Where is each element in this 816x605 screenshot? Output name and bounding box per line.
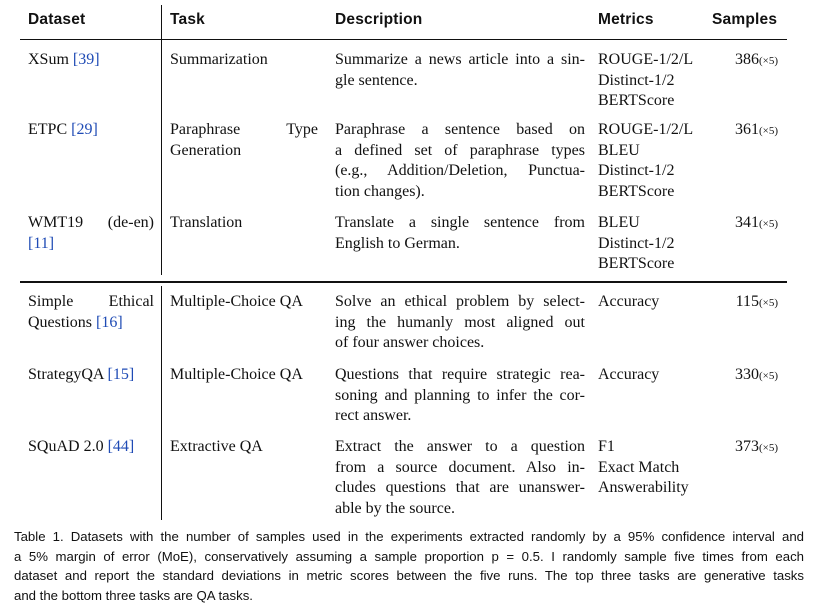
table-row-description: [335, 213, 585, 254]
metric-item: Distinct-1/2: [598, 71, 708, 92]
table-row-samples: [712, 365, 778, 387]
table-row-task: [170, 292, 320, 313]
table-row-samples: [712, 50, 778, 72]
description-line: cludes questions that are unanswer-: [335, 478, 585, 499]
description-line: Extract the answer to a question: [335, 437, 585, 458]
table-row-description: [335, 120, 585, 202]
table-row-dataset: [28, 120, 154, 141]
citation-link[interactable]: [11]: [28, 234, 154, 255]
table-row-metrics: [598, 292, 708, 313]
column-divider-top: [161, 5, 162, 275]
metric-item: Distinct-1/2: [598, 161, 708, 182]
table-row-task: [170, 213, 320, 234]
description-line: soning and planning to infer the cor-: [335, 386, 585, 407]
table-row-task: [170, 365, 320, 386]
metric-item: BERTScore: [598, 254, 708, 275]
metric-item: Exact Match: [598, 458, 708, 479]
dataset-name: Simple Ethical: [28, 292, 154, 313]
metric-item: Accuracy: [598, 292, 708, 313]
table-row-description: [335, 437, 585, 519]
metric-item: Distinct-1/2: [598, 234, 708, 255]
dataset-name: ETPC: [28, 121, 67, 138]
caption-line: and the bottom three tasks are QA tasks.: [14, 586, 804, 605]
header-metrics: Metrics: [598, 11, 654, 29]
dataset-name: WMT19 (de-en): [28, 213, 154, 234]
sample-count: 341: [735, 214, 759, 231]
description-line: Translate a single sentence from: [335, 213, 585, 234]
dataset-name: XSum: [28, 51, 69, 68]
sample-count: 373: [735, 438, 759, 455]
header-task: Task: [170, 11, 205, 29]
description-line: Summarize a news article into a sin-: [335, 50, 585, 71]
table-row-metrics: [598, 120, 708, 202]
task-text: Generation: [170, 141, 318, 162]
description-line: English to German.: [335, 234, 585, 255]
description-line: gle sentence.: [335, 71, 585, 92]
header-description: Description: [335, 11, 422, 29]
table-row-metrics: [598, 437, 708, 499]
citation-link[interactable]: [39]: [73, 51, 100, 68]
column-divider-bottom: [161, 286, 162, 520]
citation-link[interactable]: [16]: [96, 314, 123, 331]
table-row-dataset: [28, 437, 154, 458]
sample-count: 115: [736, 293, 759, 310]
metric-item: BERTScore: [598, 91, 708, 112]
table-row-task: [170, 120, 318, 161]
table-row-dataset: [28, 213, 154, 254]
table-row-dataset: [28, 50, 154, 71]
metric-item: BERTScore: [598, 182, 708, 203]
description-line: Questions that require strategic rea-: [335, 365, 585, 386]
group-divider-rule: [20, 281, 787, 283]
task-text: Multiple-Choice QA: [170, 365, 320, 386]
task-text: Translation: [170, 213, 320, 234]
table-row-dataset: [28, 365, 154, 386]
metric-item: BLEU: [598, 213, 708, 234]
table-caption: [14, 527, 804, 605]
dataset-name: Questions: [28, 314, 92, 331]
dataset-name: StrategyQA: [28, 366, 104, 383]
description-line: rect answer.: [335, 406, 585, 427]
task-text: Summarization: [170, 50, 320, 71]
table-row-samples: [712, 437, 778, 459]
sample-count: 361: [735, 121, 759, 138]
caption-line: a 5% margin of error (MoE), conservatively assuming a sample proportion p = 0.5. I randomly sample five times from each: [14, 547, 804, 567]
metric-item: Answerability: [598, 478, 708, 499]
sample-multiplier: (×5): [759, 125, 778, 137]
table-row-samples: [712, 213, 778, 235]
metric-item: ROUGE-1/2/L: [598, 50, 708, 71]
table-row-task: [170, 50, 320, 71]
description-line: ing the humanly most aligned out: [335, 313, 585, 334]
header-samples: Samples: [712, 11, 777, 29]
citation-link[interactable]: [29]: [71, 121, 98, 138]
metric-item: BLEU: [598, 141, 708, 162]
task-text: Multiple-Choice QA: [170, 292, 320, 313]
table-row-metrics: [598, 365, 708, 386]
sample-multiplier: (×5): [759, 55, 778, 67]
table-row-description: [335, 50, 585, 91]
table-row-description: [335, 292, 585, 354]
description-line: of four answer choices.: [335, 333, 585, 354]
description-line: Paraphrase a sentence based on: [335, 120, 585, 141]
header-dataset: Dataset: [28, 11, 85, 29]
task-text: Extractive QA: [170, 437, 320, 458]
task-text: Paraphrase Type: [170, 120, 318, 141]
caption-line: dataset and report the standard deviations in metric scores between the five runs. The top three tasks are generative tasks: [14, 566, 804, 586]
table-row-metrics: [598, 213, 708, 275]
metric-item: F1: [598, 437, 708, 458]
metric-item: ROUGE-1/2/L: [598, 120, 708, 141]
table-row-dataset: [28, 292, 154, 333]
table-row-samples: [712, 120, 778, 142]
dataset-name: SQuAD 2.0: [28, 438, 104, 455]
description-line: a defined set of paraphrase types: [335, 141, 585, 162]
table-row-samples: [712, 292, 778, 314]
citation-link[interactable]: [15]: [108, 366, 135, 383]
description-line: able by the source.: [335, 499, 585, 520]
description-line: Solve an ethical problem by select-: [335, 292, 585, 313]
description-line: (e.g., Addition/Deletion, Punctua-: [335, 161, 585, 182]
table-row-task: [170, 437, 320, 458]
description-line: from a source document. Also in-: [335, 458, 585, 479]
header-rule: [20, 39, 787, 40]
sample-multiplier: (×5): [759, 297, 778, 309]
sample-multiplier: (×5): [759, 370, 778, 382]
description-line: tion changes).: [335, 182, 585, 203]
sample-multiplier: (×5): [759, 442, 778, 454]
sample-count: 330: [735, 366, 759, 383]
table-row-metrics: [598, 50, 708, 112]
table-row-description: [335, 365, 585, 427]
sample-count: 386: [735, 51, 759, 68]
citation-link[interactable]: [44]: [108, 438, 135, 455]
caption-line: Table 1. Datasets with the number of samples used in the experiments extracted randomly by a 95% confidence interval and: [14, 527, 804, 547]
metric-item: Accuracy: [598, 365, 708, 386]
sample-multiplier: (×5): [759, 218, 778, 230]
